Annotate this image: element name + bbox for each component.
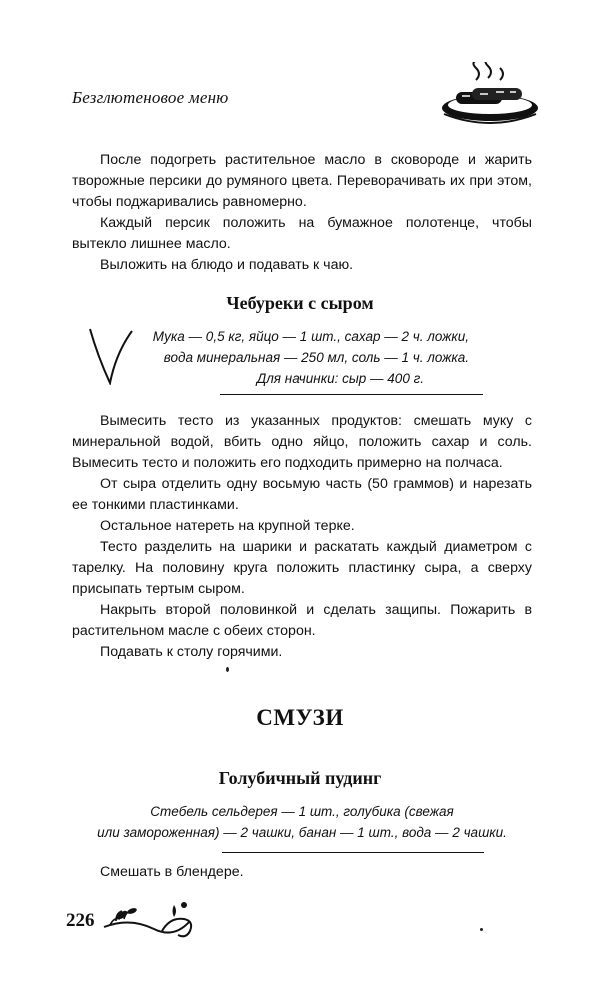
- intro-paragraph: Каждый персик положить на бумажное полотенце, чтобы вытекло лишнее масло.: [72, 215, 532, 252]
- section-title: СМУЗИ: [256, 705, 344, 730]
- recipe-step: Остальное натереть на крупной терке.: [100, 518, 355, 534]
- recipe-title-cheburek: Чебуреки с сыром: [226, 293, 374, 313]
- recipe-step: От сыра отделить одну восьмую часть (50 граммов) и нарезать ее тонкими пластинками.: [72, 476, 532, 513]
- sausages-on-plate-icon: [438, 62, 540, 128]
- ingredients-line: или замороженная) — 2 чашки, банан — 1 шт., вода — 2 чашки.: [97, 825, 507, 840]
- recipe-step: Вымесить тесто из указанных продуктов: смешать муку с минеральной водой, вбить одно яйцо, положить сахар и соль. Вымесить тесто и положить его подходить примерно на полчаса.: [72, 413, 532, 471]
- running-head-title: Безглютеновое меню: [72, 88, 229, 107]
- floral-ornament-icon: [100, 895, 196, 941]
- print-speck: [226, 667, 229, 672]
- print-speck: [480, 928, 483, 931]
- divider-rule: [220, 394, 483, 395]
- page-number: 226: [66, 910, 95, 931]
- recipe-title-blueberry: Голубичный пудинг: [218, 768, 382, 788]
- intro-paragraph: После подогреть растительное масло в сковороде и жарить творожные персики до румяного цвета. Переворачивать их при этом, чтобы поджаривались равномерно.: [72, 152, 532, 210]
- recipe-step: Накрыть второй половинкой и сделать защипы. Пожарить в растительном масле с обеих сторон.: [72, 602, 532, 639]
- recipe-step: Смешать в блендере.: [100, 864, 244, 880]
- divider-rule: [222, 852, 484, 853]
- recipe-step: Тесто разделить на шарики и раскатать каждый диаметром с тарелку. На половину круга положить пластинку сыра, а сверху присыпать тертым сыром.: [72, 539, 532, 597]
- ingredients-line: Для начинки: сыр — 400 г.: [256, 371, 424, 386]
- ingredients-line: Стебель сельдерея — 1 шт., голубика (свежая: [150, 804, 454, 819]
- ingredients-line: вода минеральная — 250 мл, соль — 1 ч. ложка.: [163, 350, 469, 365]
- ingredients-line: Мука — 0,5 кг, яйцо — 1 шт., сахар — 2 ч. ложки,: [152, 329, 469, 344]
- recipe-step: Подавать к столу горячими.: [100, 644, 283, 660]
- intro-paragraph: Выложить на блюдо и подавать к чаю.: [100, 257, 354, 273]
